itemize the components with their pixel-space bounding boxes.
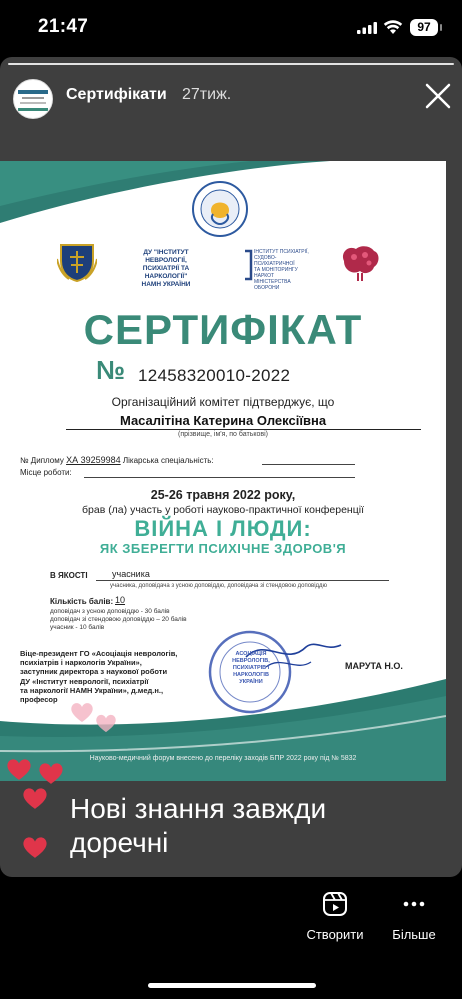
cellular-signal-icon <box>357 22 377 34</box>
heart-sticker-icon <box>70 701 94 723</box>
confirm-text: Організаційний комітет підтверджує, що <box>111 395 335 409</box>
workplace-label: Місце роботи: <box>20 468 72 477</box>
brain-heart-logo <box>338 243 382 283</box>
diploma-label: № Диплому <box>20 456 64 465</box>
score-value: 10 <box>115 595 126 605</box>
more-button[interactable] <box>383 890 445 942</box>
create-label: Створити <box>306 927 364 942</box>
participation-text: брав (ла) участь у роботі науково-практичної конференції <box>82 504 364 516</box>
story-progress-bar <box>8 63 454 65</box>
score-label: Кількість балів: <box>50 597 114 606</box>
signer-name: МАРУТА Н.О. <box>345 661 403 671</box>
number-symbol: № <box>96 355 125 385</box>
score-line: доповідач зі стендовою доповіддю – 20 балів <box>50 616 187 623</box>
heart-sticker-icon <box>95 713 117 733</box>
stamp-text: АСОЦІАЦІЯ НЕВРОЛОГІВ, ПСИХІАТРІВ І НАРКОЛОГІВ УКРАЇНИ <box>232 651 270 685</box>
diploma-value: ХА 39259984 <box>66 455 121 465</box>
avatar[interactable] <box>13 79 53 119</box>
heart-sticker-icon <box>22 835 48 859</box>
name-underline <box>66 429 421 430</box>
story-age: 27тиж. <box>182 86 232 103</box>
heart-sticker-icon <box>6 757 32 781</box>
diploma-row <box>20 455 214 465</box>
heart-sticker-icon <box>38 761 64 785</box>
role-hint: учасника, доповідача з усною доповіддю, доповідача зі стендовою доповіддю <box>110 583 328 589</box>
home-indicator[interactable] <box>148 983 316 988</box>
certificate-footer: Науково-медичний форум внесено до переліку заходів БПР 2022 року під № 5832 <box>89 755 357 762</box>
workplace-underline <box>84 477 355 478</box>
score-line: доповідач з усною доповіддю - 30 балів <box>50 608 170 615</box>
specialty-underline <box>262 464 355 465</box>
create-icon <box>321 890 349 918</box>
conference-title: ВІЙНА І ЛЮДИ: <box>134 516 312 541</box>
more-label: Більше <box>392 927 436 942</box>
psychiatry-institute-text: ІНСТИТУТ ПСИХІАТРІЇ, СУДОВО-ПСИХІАТРИЧНОЇ ТА МОНІТОРИНГУ НАРКОТ МІНІСТЕРСТВА ОБОРОНИ <box>254 249 309 291</box>
brain-seal-logo <box>191 180 249 238</box>
recipient-name: Масалітіна Катерина Олексіївна <box>119 413 327 428</box>
institute-name-text: ДУ "ІНСТИТУТ НЕВРОЛОГІЇ, ПСИХІАТРІЇ ТА НАРКОЛОГІЇ" НАМН УКРАЇНИ <box>141 249 191 288</box>
story-caption: Нові знання завжди доречні <box>70 793 327 858</box>
status-time: 21:47 <box>38 16 89 37</box>
create-button[interactable] <box>300 890 370 942</box>
story-card[interactable] <box>0 57 462 877</box>
role-label: В ЯКОСТІ <box>50 571 88 580</box>
wifi-icon <box>383 19 403 35</box>
name-hint: (прізвище, ім'я, по батькові) <box>178 431 268 438</box>
certificate-title: СЕРТИФІКАТ <box>83 306 363 353</box>
event-date: 25-26 травня 2022 року, <box>150 488 296 502</box>
role-value: учасника <box>112 569 150 579</box>
conference-subtitle: ЯК ЗБЕРЕГТИ ПСИХІЧНЕ ЗДОРОВ'Я <box>99 541 347 556</box>
status-bar <box>0 0 462 56</box>
specialty-label: Лікарська спеціальність: <box>122 456 214 465</box>
coat-of-arms-logo <box>57 239 97 283</box>
vice-president-block: Віце-президент ГО «Асоціація неврологів, психіатрів і наркологів України», заступник директора з наукової роботи ДУ «Інститут неврології, психіатрії та наркології НАМН України», д.мед.н., професор <box>20 649 178 705</box>
heart-sticker-icon <box>22 786 48 810</box>
certificate-image <box>0 161 446 781</box>
role-underline <box>96 580 389 581</box>
battery-icon: 97 <box>410 19 438 36</box>
close-icon[interactable] <box>423 81 453 111</box>
battery-tip <box>440 24 442 31</box>
story-user-name[interactable]: Сертифікати <box>66 86 167 103</box>
score-line: учасник - 10 балів <box>50 624 105 631</box>
certificate-number: 12458320010-2022 <box>138 366 291 385</box>
psychiatry-institute-logo <box>243 249 253 281</box>
more-icon <box>400 890 428 918</box>
